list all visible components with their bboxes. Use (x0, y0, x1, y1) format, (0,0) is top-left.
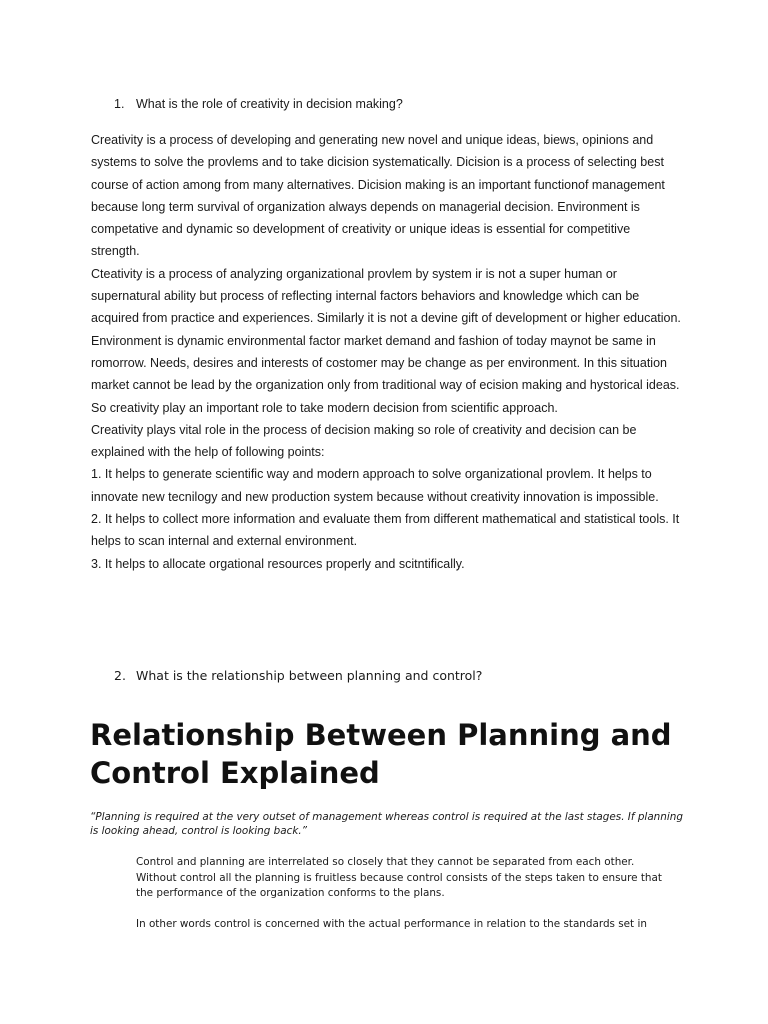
question-2 (114, 666, 482, 686)
answer-1-paragraph: Cteativity is a process of analyzing organizational provlem by system ir is not a super human or supernatural ability but process of reflecting internal factors behaviors and knowledge which can be acquired from practice and experiences. Similarly it is not a devine gift of development or higher education. Environment is dynamic environmental factor market demand and fashion of today maynot be same in romorrow. Needs, desires and interests of costomer may be change as per environment. In this situation market cannot be lead by the organization only from traditional way of ecision making and hystorical ideas. So creativity play an important role to take modern decision from scientific approach. (91, 266, 681, 415)
question-2-text: What is the relationship between planning and control? (136, 668, 483, 683)
answer-1-point: 2. It helps to collect more information and evaluate them from different mathematical and statistical tools. It helps to scan internal and external environment. (91, 512, 680, 549)
answer-1-paragraph: Creativity plays vital role in the process of decision making so role of creativity and decision can be explained with the help of following points: (91, 422, 637, 460)
indented-body (136, 855, 676, 948)
indented-paragraph-2: In other words control is concerned with the actual performance in relation to the standards set in (136, 918, 647, 930)
question-1-number: 1. (114, 97, 125, 111)
answer-1-point: 1. It helps to generate scientific way and modern approach to solve organizational provlem. It helps to innovate new tecnilogy and new production system because without creativity innovation is impossible. (91, 467, 659, 504)
question-1 (114, 94, 403, 114)
answer-1-paragraph: Creativity is a process of developing and generating new novel and unique ideas, biews, opinions and systems to solve the provlems and to take dicision systematically. Dicision is a process of selecting best course of action among from many alternatives. Dicision making is an important functionof management because long term survival of organization always depends on managerial decision. Environment is competative and dynamic so development of creativity or unique ideas is essential for competitive strength. (91, 133, 665, 259)
indented-paragraph-1-text: Control and planning are interrelated so closely that they cannot be separated from each other. Without control all the planning is fruitless because control consists of the steps taken to ensure that the performance of the organization conforms to the plans. (136, 856, 662, 899)
question-1-text: What is the role of creativity in decision making? (136, 97, 403, 111)
section-heading: Relationship Between Planning and Control Explained (90, 718, 672, 790)
answer-1-body (91, 129, 681, 575)
question-2-number: 2. (114, 668, 126, 683)
indented-paragraph-1 (136, 855, 676, 902)
answer-1-point: 3. It helps to allocate orgational resources properly and scitntifically. (91, 556, 465, 571)
planning-quote: “Planning is required at the very outset of management whereas control is required at the last stages. If planning is looking ahead, control is looking back.” (90, 811, 683, 837)
